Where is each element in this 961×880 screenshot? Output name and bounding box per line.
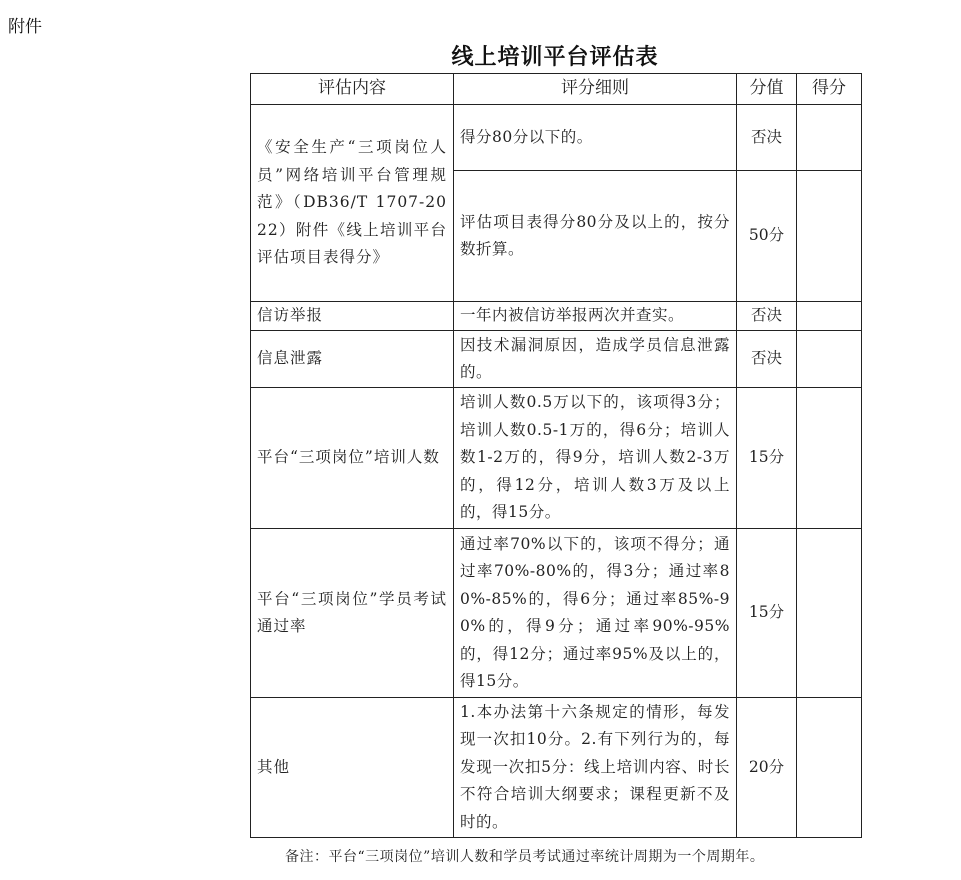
row-score[interactable] bbox=[797, 302, 862, 331]
row-score[interactable] bbox=[797, 171, 862, 302]
table-row bbox=[251, 105, 862, 171]
table-row bbox=[251, 698, 862, 838]
row-value: 否决 bbox=[737, 105, 797, 171]
row-value: 15分 bbox=[737, 529, 797, 698]
row-rule: 评估项目表得分80分及以上的，按分数折算。 bbox=[454, 171, 737, 302]
row-value: 15分 bbox=[737, 388, 797, 529]
attachment-label: 附件 bbox=[8, 17, 42, 37]
row-content: 信息泄露 bbox=[251, 331, 454, 388]
row-content: 其他 bbox=[251, 698, 454, 838]
row-value: 20分 bbox=[737, 698, 797, 838]
table-row bbox=[251, 529, 862, 698]
row-content: 平台“三项岗位”培训人数 bbox=[251, 388, 454, 529]
row-rule: 通过率70%以下的，该项不得分；通过率70%-80%的，得3分；通过率80%-85%的，得6分；通过率85%-90%的，得9分；通过率90%-95%的，得12分；通过率95%及以上的，得15分。 bbox=[454, 529, 737, 698]
table-row bbox=[251, 302, 862, 331]
row-rule: 因技术漏洞原因，造成学员信息泄露的。 bbox=[454, 331, 737, 388]
table-row bbox=[251, 331, 862, 388]
table-row bbox=[251, 388, 862, 529]
row-value: 否决 bbox=[737, 302, 797, 331]
row-content: 平台“三项岗位”学员考试通过率 bbox=[251, 529, 454, 698]
footnote: 备注：平台“三项岗位”培训人数和学员考试通过率统计周期为一个周期年。 bbox=[285, 849, 765, 865]
row-score[interactable] bbox=[797, 529, 862, 698]
page-title: 线上培训平台评估表 bbox=[451, 44, 659, 70]
row-score[interactable] bbox=[797, 388, 862, 529]
header-score: 得分 bbox=[797, 74, 862, 105]
row-rule: 一年内被信访举报两次并查实。 bbox=[454, 302, 737, 331]
row-value: 否决 bbox=[737, 331, 797, 388]
header-rules: 评分细则 bbox=[454, 74, 737, 105]
row-rule: 得分80分以下的。 bbox=[454, 105, 737, 171]
table-header-row bbox=[251, 74, 862, 105]
row-score[interactable] bbox=[797, 698, 862, 838]
row-content: 信访举报 bbox=[251, 302, 454, 331]
evaluation-table bbox=[250, 73, 862, 838]
header-value: 分值 bbox=[737, 74, 797, 105]
row-content: 《安全生产“三项岗位人员”网络培训平台管理规范》（DB36/T 1707-2022）附件《线上培训平台评估项目表得分》 bbox=[251, 105, 454, 302]
row-score[interactable] bbox=[797, 331, 862, 388]
row-rule: 培训人数0.5万以下的，该项得3分；培训人数0.5-1万的，得6分；培训人数1-2万的，得9分，培训人数2-3万的，得12分，培训人数3万及以上的，得15分。 bbox=[454, 388, 737, 529]
row-value: 50分 bbox=[737, 171, 797, 302]
row-score[interactable] bbox=[797, 105, 862, 171]
header-content: 评估内容 bbox=[251, 74, 454, 105]
row-rule: 1.本办法第十六条规定的情形，每发现一次扣10分。2.有下列行为的，每发现一次扣5分：线上培训内容、时长不符合培训大纲要求；课程更新不及时的。 bbox=[454, 698, 737, 838]
